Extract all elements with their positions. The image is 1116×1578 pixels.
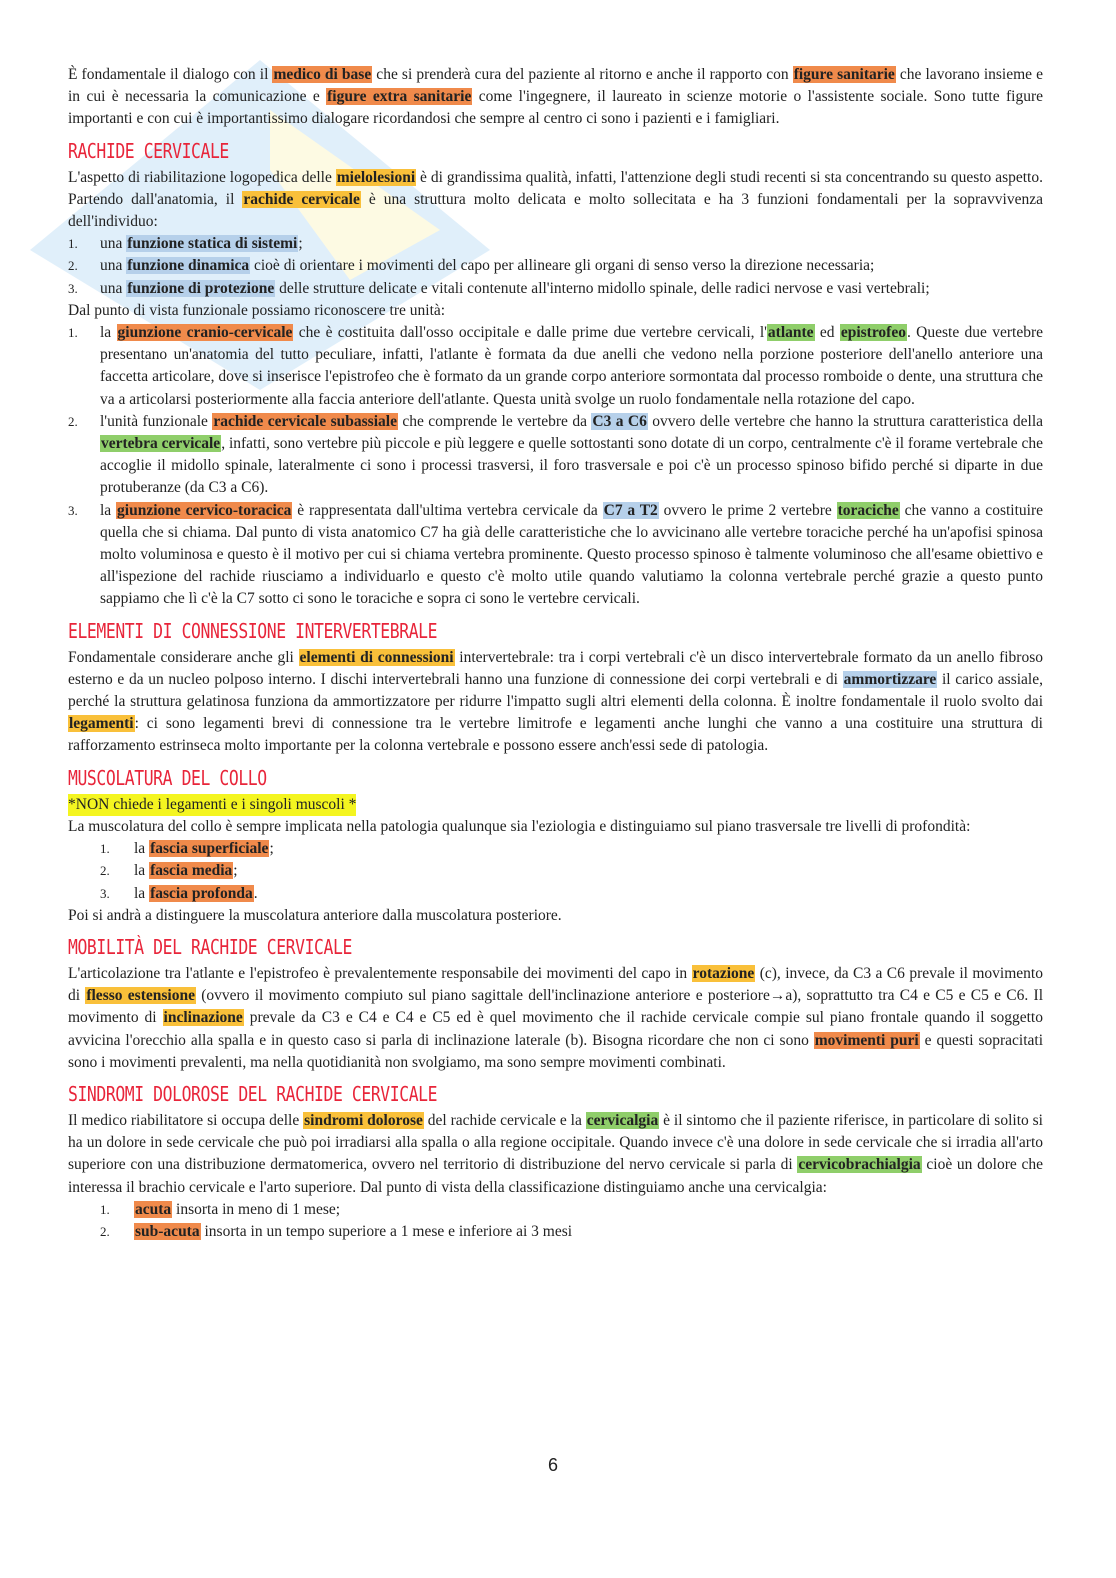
paragraph: La muscolatura del collo è sempre implicata nella patologia qualunque sia l'eziologia e distinguiamo sul piano trasversale tre livelli di profondità: bbox=[68, 817, 971, 835]
list-item: 1. acuta insorta in meno di 1 mese; bbox=[100, 1200, 341, 1218]
highlight: cervicobrachialgia bbox=[798, 1156, 921, 1174]
list-item: 2. l'unità funzionale rachide cervicale subassiale che comprende le vertebre da C3 a C6 ovvero delle vertebre che hanno la struttura caratteristica della vertebra cervicale, infatti, sono vertebre più piccole e più leggere e quelle sottostanti sono dotate di un corpo, centralmente c'è il forame vertebrale che accoglie il midollo spinale, lateralmente ci sono i processi trasversi, il foro trasversale e poi c'è un processo spinoso bifido perché si diparte in due protuberanze (da C3 a C6). bbox=[68, 412, 1044, 497]
highlight: vertebra cervicale bbox=[101, 435, 221, 453]
classification-list bbox=[68, 1199, 1043, 1243]
section-heading: SINDROMI DOLOROSE DEL RACHIDE CERVICALE bbox=[68, 1081, 438, 1106]
highlight: toraciche bbox=[837, 501, 899, 519]
section-heading: MUSCOLATURA DEL COLLO bbox=[68, 765, 267, 790]
highlight: ammortizzare bbox=[843, 670, 937, 688]
highlight: legamenti bbox=[69, 715, 134, 733]
list-item: 2. sub-acuta insorta in un tempo superiore a 1 mese e inferiore ai 3 mesi bbox=[100, 1222, 573, 1240]
highlight: figure sanitarie bbox=[793, 66, 895, 83]
units-list bbox=[68, 322, 1043, 611]
highlight: funzione di protezione bbox=[127, 279, 275, 297]
paragraph: Fondamentale considerare anche gli elementi di connessioni intervertebrale: tra i corpi vertebrali c'è un disco intervertebrale formato da un anello fibroso esterno e da un nucleo polposo interno. I dischi intervertebrali hanno una funzione di connessione dei corpi vertebrali e di ammortizzare il carico assiale, perché la struttura gelatinosa funziona da ammortizzatore per ridurre l'impatto sugli altri elementi della colonna. È inoltre fondamentale il ruolo svolto dai legamenti: ci sono legamenti brevi di connessione tra le vertebre limitrofe e legamenti anche lunghi che vanno a una costituire una struttura di rafforzamento estrinseca molto importante per la colonna vertebrale e possono essere anch'essi sede di patologia. bbox=[68, 648, 1043, 755]
highlight: atlante bbox=[767, 324, 814, 342]
intro-paragraph: È fondamentale il dialogo con il medico di base che si prenderà cura del paziente al ritorno e anche il rapporto con figure sanitarie che lavorano insieme e in cui è necessaria la comunicazione e figure extra sanitarie come l'ingegnere, il laureato in scienze motorie o l'assistente sociale. Sono tutte figure importanti e con cui è importantissimo dialogare ricordandosi che sempre al centro ci sono i pazienti e i famigliari. bbox=[68, 66, 1044, 128]
note-highlight: *NON chiede i legamenti e i singoli muscoli * bbox=[68, 794, 356, 816]
list-item: 1. la giunzione cranio-cervicale che è costituita dall'osso occipitale e dalle prime due vertebre cervicali, l'atlante ed epistrofeo. Queste due vertebre presentano un'anatomia del tutto peculiare, infatti, l'atlante è formata da due anelli che vedono nella porzione posteriore dell'anello anteriore una faccetta articolare, dove si inserisce l'epistrofeo che è formato da un grande corpo anteriore sormontata dal processo romboide o dente, una struttura che va a articolarsi posteriormente alla faccia anteriore dell'atlante. Questa unità svolge un ruolo fondamentale nella rotazione del capo. bbox=[68, 324, 1043, 408]
section-heading: RACHIDE CERVICALE bbox=[68, 138, 229, 163]
highlight: medico di base bbox=[273, 66, 372, 83]
section-heading: MOBILITÀ DEL RACHIDE CERVICALE bbox=[68, 934, 352, 959]
list-item: 1. la fascia superficiale; bbox=[100, 840, 274, 858]
list-item: 1. una funzione statica di sistemi; bbox=[68, 235, 303, 253]
highlight: flesso estensione bbox=[86, 987, 195, 1005]
list-item: 3. una funzione di protezione delle strutture delicate e vitali contenute all'interno midollo spinale, delle radici nervose e vasi vertebrali; bbox=[68, 279, 930, 297]
paragraph: L'articolazione tra l'atlante e l'epistrofeo è prevalentemente responsabile dei movimenti del capo in rotazione (c), invece, da C3 a C6 prevale il movimento di flesso estensione (ovvero il movimento compiuto sul piano sagittale dell'inclinazione anteriore e posteriore→a), soprattutto tra C4 e C5 e C5 e C6. Il movimento di inclinazione prevale da C3 e C4 e C4 e C5 ed è quel movimento che il rachide cervicale compie sul piano frontale quando il soggetto avvicina l'orecchio alla spalla e in questo caso si parla di inclinazione laterale (b). Bisogna ricordare che non ci sono movimenti puri e questi sopracitati sono i movimenti prevalenti, ma nella quotidianità non svolgiamo, ma sono sempre movimenti combinati. bbox=[68, 964, 1044, 1071]
highlight: fascia superficiale bbox=[150, 840, 269, 858]
list-item: 2. la fascia media; bbox=[100, 862, 238, 880]
highlight: elementi di connessioni bbox=[299, 648, 454, 666]
highlight: movimenti puri bbox=[814, 1031, 919, 1049]
page-number: 6 bbox=[548, 1455, 559, 1475]
highlight: inclinazione bbox=[163, 1009, 243, 1027]
highlight: sindromi dolorose bbox=[304, 1111, 423, 1129]
highlight: C7 a T2 bbox=[603, 501, 658, 519]
list-item: 2. una funzione dinamica cioè di orientare i movimenti del capo per allineare gli organi di senso verso la direzione necessaria; bbox=[68, 257, 875, 275]
highlight: funzione statica di sistemi bbox=[127, 235, 298, 253]
highlight: sub-acuta bbox=[135, 1222, 200, 1240]
note-paragraph bbox=[68, 794, 1043, 816]
highlight: epistrofeo bbox=[840, 324, 906, 342]
document-body bbox=[68, 64, 1043, 1243]
paragraph: Il medico riabilitatore si occupa delle sindromi dolorose del rachide cervicale e la cervicalgia è il sintomo che il paziente riferisce, in particolare di solito si ha un dolore in sede cervicale che può poi irradiarsi alla spalla o alla regione occipitale. Quando invece c'è una dolore in sede cervicale che si irradia all'arto superiore con una distribuzione dermatomerica, ovvero nel territorio di distribuzione del nervo cervicale si parla di cervicobrachialgia cioè un dolore che interessa il brachio cervicale e l'arto superiore. Dal punto di vista della classificazione distinguiamo anche una cervicalgia: bbox=[68, 1111, 1043, 1196]
list-item: 3. la fascia profonda. bbox=[100, 884, 258, 902]
highlight: figure extra sanitarie bbox=[327, 88, 472, 106]
highlight: C3 a C6 bbox=[592, 412, 647, 430]
highlight: funzione dinamica bbox=[127, 257, 250, 275]
highlight: rotazione bbox=[692, 964, 755, 982]
highlight: acuta bbox=[135, 1200, 172, 1218]
paragraph: L'aspetto di riabilitazione logopedica delle mielolesioni è di grandissima qualità, infatti, l'attenzione degli studi recenti si sta concentrando su questo aspetto. Partendo dall'anatomia, il rachide cervicale è una struttura molto delicata e molto sollecitata e ha 3 funzioni fondamentali per la sopravvivenza dell'individuo: bbox=[68, 168, 1043, 231]
highlight: fascia media bbox=[150, 862, 233, 880]
paragraph: Dal punto di vista funzionale possiamo riconoscere tre unità: bbox=[68, 301, 446, 319]
highlight: fascia profonda bbox=[150, 884, 253, 902]
highlight: giunzione cranio-cervicale bbox=[117, 324, 293, 342]
paragraph: Poi si andrà a distinguere la muscolatura anteriore dalla muscolatura posteriore. bbox=[68, 906, 562, 924]
list-item: 3. la giunzione cervico-toracica è rappresentata dall'ultima vertebra cervicale da C7 a T2 ovvero le prime 2 vertebre toraciche che vanno a costituire quella che si chiama. Dal punto di vista anatomico C7 ha già delle caratteristiche che lo avvicinano alle vertebre toraciche perché ha un'apofisi spinosa molto voluminosa e questo è il motivo per cui si chiama vertebra prominente. Questo processo spinoso è talmente voluminoso che all'esame obiettivo e all'ispezione del rachide riusciamo a individuarlo e questo c'è molto utile quando valutiamo la colonna vertebrale perché grazie a questo punto sappiamo che lì c'è la C7 sotto ci sono le toraciche e sopra ci sono le vertebre cervicali. bbox=[68, 501, 1043, 608]
fascia-list bbox=[68, 838, 1043, 905]
functions-list bbox=[68, 233, 1043, 300]
highlight: mielolesioni bbox=[336, 168, 416, 186]
highlight: rachide cervicale bbox=[243, 190, 360, 208]
highlight: cervicalgia bbox=[586, 1111, 659, 1129]
highlight: giunzione cervico-toracica bbox=[117, 501, 292, 519]
section-heading: ELEMENTI DI CONNESSIONE INTERVERTEBRALE bbox=[68, 618, 438, 643]
highlight: rachide cervicale subassiale bbox=[213, 412, 397, 430]
